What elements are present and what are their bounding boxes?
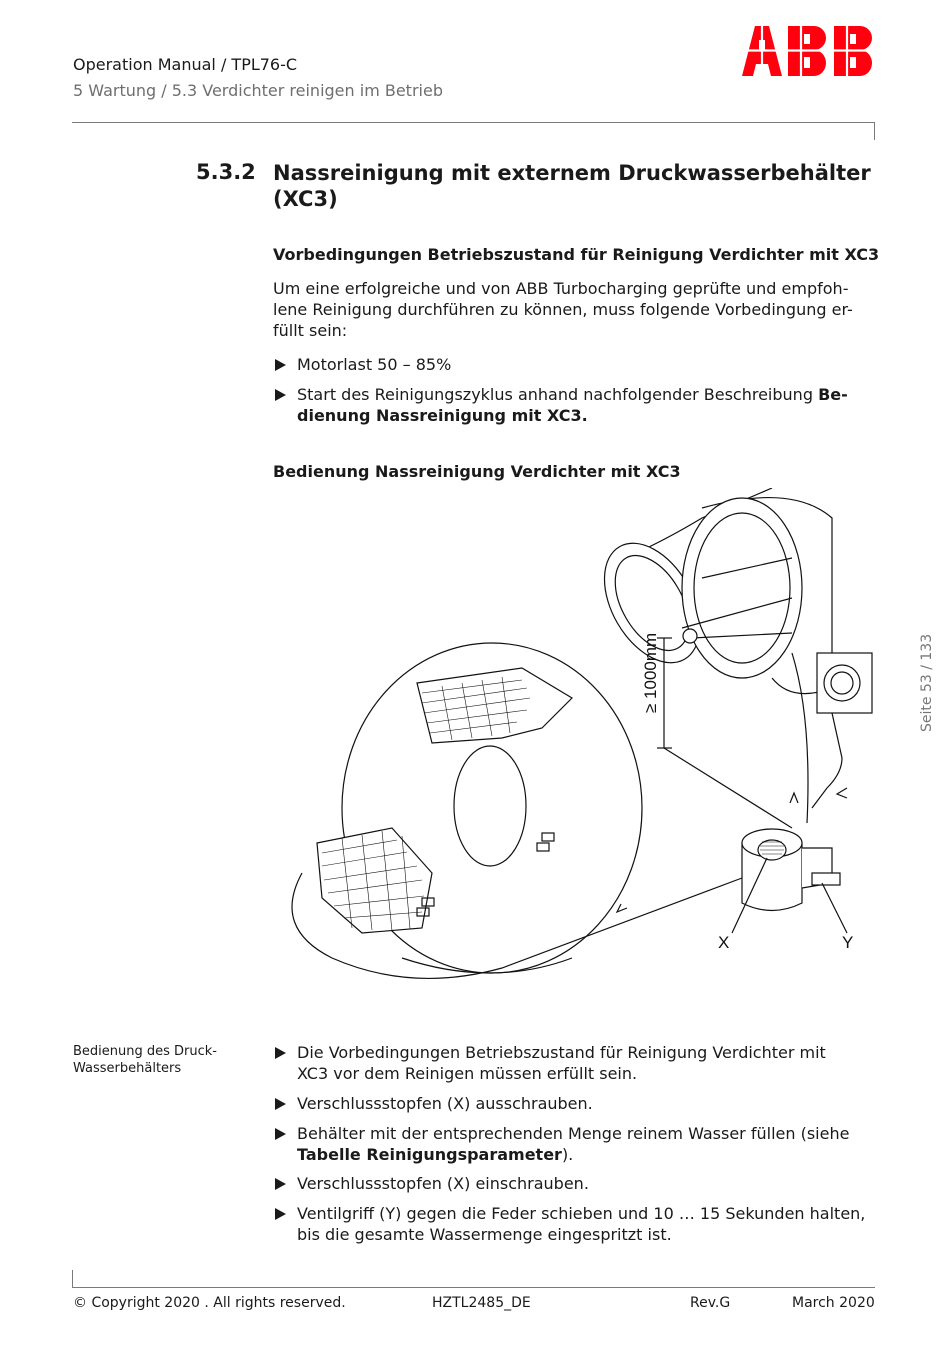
- label-y: Y: [842, 933, 854, 952]
- cleaning-diagram: [272, 488, 875, 996]
- footer-doc-id: HZTL2485_DE: [432, 1295, 531, 1311]
- side-page-number: Seite 53 / 133: [919, 633, 935, 732]
- abb-logo: [742, 26, 876, 76]
- prereq-bullet-start: [273, 384, 873, 426]
- step-text: ).: [561, 1145, 574, 1164]
- prereq-intro-line: Um eine erfolgreiche und von ABB Turbocharging geprüfte und empfoh-: [273, 279, 849, 298]
- bullet-triangle-icon: [275, 1128, 286, 1140]
- footer-rule: [72, 1287, 875, 1288]
- margin-note-line: Bedienung des Druck-: [73, 1044, 217, 1059]
- bullet-triangle-icon: [275, 359, 286, 371]
- valve-handle: [812, 873, 840, 885]
- step-text: Die Vorbedingungen Betriebszustand für Reinigung Verdichter mit: [297, 1043, 826, 1062]
- bullet-triangle-icon: [275, 1208, 286, 1220]
- bullet-text: Start des Reinigungszyklus anhand nachfolgender Beschreibung: [297, 385, 819, 404]
- header-rule: [72, 122, 875, 123]
- section-title: Nassreinigung mit externem Druckwasserbehälter (XC3): [273, 161, 871, 211]
- bullet-link-text[interactable]: Be-: [818, 385, 848, 404]
- step-text: Ventilgriff (Y) gegen die Feder schieben und 10 … 15 Sekunden halten,: [297, 1204, 866, 1223]
- step-3: [273, 1123, 873, 1165]
- margin-note-line: Wasserbehälters: [73, 1061, 182, 1076]
- bullet-triangle-icon: [275, 1098, 286, 1110]
- header-rule-tick: [874, 122, 875, 140]
- table-link[interactable]: Tabelle Reinigungsparameter: [297, 1145, 562, 1164]
- step-text: XC3 vor dem Reinigen müssen erfüllt sein.: [297, 1064, 638, 1083]
- footer-copyright: © Copyright 2020 . All rights reserved.: [73, 1295, 346, 1311]
- step-text: Behälter mit der entsprechenden Menge reinem Wasser füllen (siehe: [297, 1124, 850, 1143]
- step-text: Verschlussstopfen (X) ausschrauben.: [297, 1094, 593, 1113]
- step-text: bis die gesamte Wassermenge eingespritzt ist.: [297, 1225, 672, 1244]
- compressor-hub: [454, 746, 526, 866]
- breadcrumb: 5 Wartung / 5.3 Verdichter reinigen im Betrieb: [73, 81, 443, 100]
- bullet-triangle-icon: [275, 1047, 286, 1059]
- step-text: Verschlussstopfen (X) einschrauben.: [297, 1174, 589, 1193]
- step-4: [273, 1173, 873, 1194]
- footer-rule-tick: [72, 1270, 73, 1288]
- footer-revision: Rev.G: [690, 1295, 731, 1311]
- bullet-triangle-icon: [275, 1178, 286, 1190]
- section-number: 5.3.2: [196, 160, 256, 184]
- document-title: Operation Manual / TPL76-C: [73, 55, 298, 74]
- margin-note: [73, 1043, 253, 1077]
- operation-heading: Bedienung Nassreinigung Verdichter mit XC3: [273, 462, 681, 481]
- step-2: [273, 1093, 873, 1114]
- prereq-heading: Vorbedingungen Betriebszustand für Reinigung Verdichter mit XC3: [273, 245, 880, 264]
- label-x: X: [718, 933, 730, 952]
- step-5: [273, 1203, 873, 1245]
- step-1: [273, 1042, 873, 1084]
- dimension-label: ≥ 1000mm: [641, 632, 660, 713]
- prereq-intro-line: lene Reinigung durchführen zu können, muss folgende Vorbedingung er-: [273, 300, 853, 319]
- bullet-link-text[interactable]: dienung Nassreinigung mit XC3.: [297, 406, 588, 425]
- prereq-intro: [273, 278, 873, 341]
- bullet-triangle-icon: [275, 389, 286, 401]
- bullet-text: Motorlast 50 – 85%: [297, 355, 452, 374]
- prereq-intro-line: füllt sein:: [273, 321, 348, 340]
- footer-date: March 2020: [792, 1295, 875, 1311]
- prereq-bullet-motorlast: [273, 354, 873, 375]
